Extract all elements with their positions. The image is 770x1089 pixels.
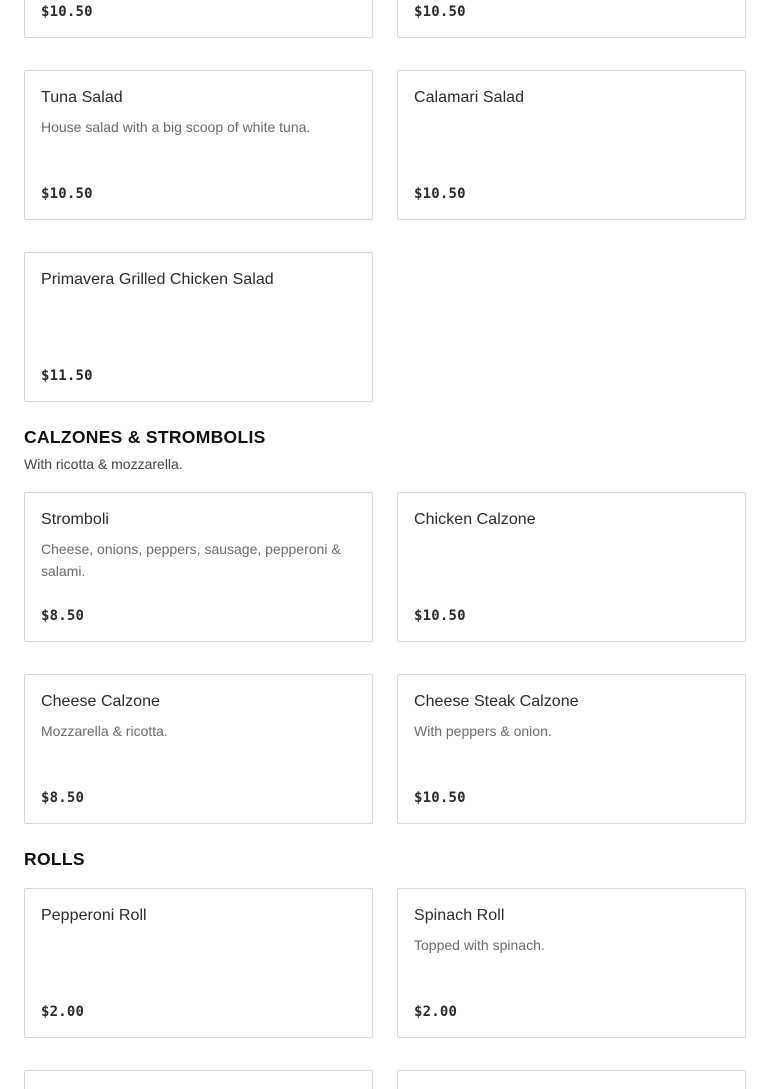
item-name: Calamari Salad [414, 89, 525, 106]
item-price: $10.50 [414, 608, 466, 624]
section-subtitle-calzones: With ricotta & mozzarella. [24, 456, 183, 472]
menu-item-card[interactable] [397, 1070, 746, 1089]
menu-item-card[interactable] [24, 1070, 373, 1089]
menu-item-card-chicken-calzone[interactable] [397, 492, 746, 642]
menu-item-card-stromboli[interactable] [24, 492, 373, 642]
item-name: Cheese Steak Calzone [414, 693, 579, 710]
section-title-calzones: CALZONES & STROMBOLIS [24, 427, 266, 447]
item-name: Pepperoni Roll [41, 907, 147, 924]
item-description: Mozzarella & ricotta. [41, 723, 168, 739]
item-name: Chicken Calzone [414, 511, 536, 528]
item-price: $10.50 [414, 790, 466, 806]
item-name: Primavera Grilled Chicken Salad [41, 271, 274, 288]
menu-item-card-primavera-grilled-chicken-salad[interactable] [24, 252, 373, 402]
item-name: Stromboli [41, 511, 110, 528]
item-name: Tuna Salad [41, 89, 123, 106]
item-price: $10.50 [414, 186, 466, 202]
item-description: House salad with a big scoop of white tuna. [41, 119, 311, 135]
menu-item-card[interactable] [397, 0, 746, 38]
item-description: Topped with spinach. [414, 937, 545, 953]
menu-item-card-pepperoni-roll[interactable] [24, 888, 373, 1038]
menu-item-card-cheese-calzone[interactable] [24, 674, 373, 824]
item-name: Spinach Roll [414, 907, 505, 924]
item-price: $10.50 [414, 4, 466, 20]
menu-item-card[interactable] [24, 0, 373, 38]
menu-item-card-spinach-roll[interactable] [397, 888, 746, 1038]
menu-item-card-cheese-steak-calzone[interactable] [397, 674, 746, 824]
item-price: $8.50 [41, 608, 85, 624]
item-price: $10.50 [41, 4, 93, 20]
item-price: $8.50 [41, 790, 85, 806]
item-price: $11.50 [41, 368, 93, 384]
item-description: With peppers & onion. [414, 723, 552, 739]
item-description: Cheese, onions, peppers, sausage, pepperoni & salami. [41, 541, 341, 579]
menu-item-card-tuna-salad[interactable] [24, 70, 373, 220]
item-price: $2.00 [414, 1004, 458, 1020]
item-price: $10.50 [41, 186, 93, 202]
item-name: Cheese Calzone [41, 693, 160, 710]
menu-item-card-calamari-salad[interactable] [397, 70, 746, 220]
section-title-rolls: ROLLS [24, 849, 85, 869]
item-price: $2.00 [41, 1004, 85, 1020]
